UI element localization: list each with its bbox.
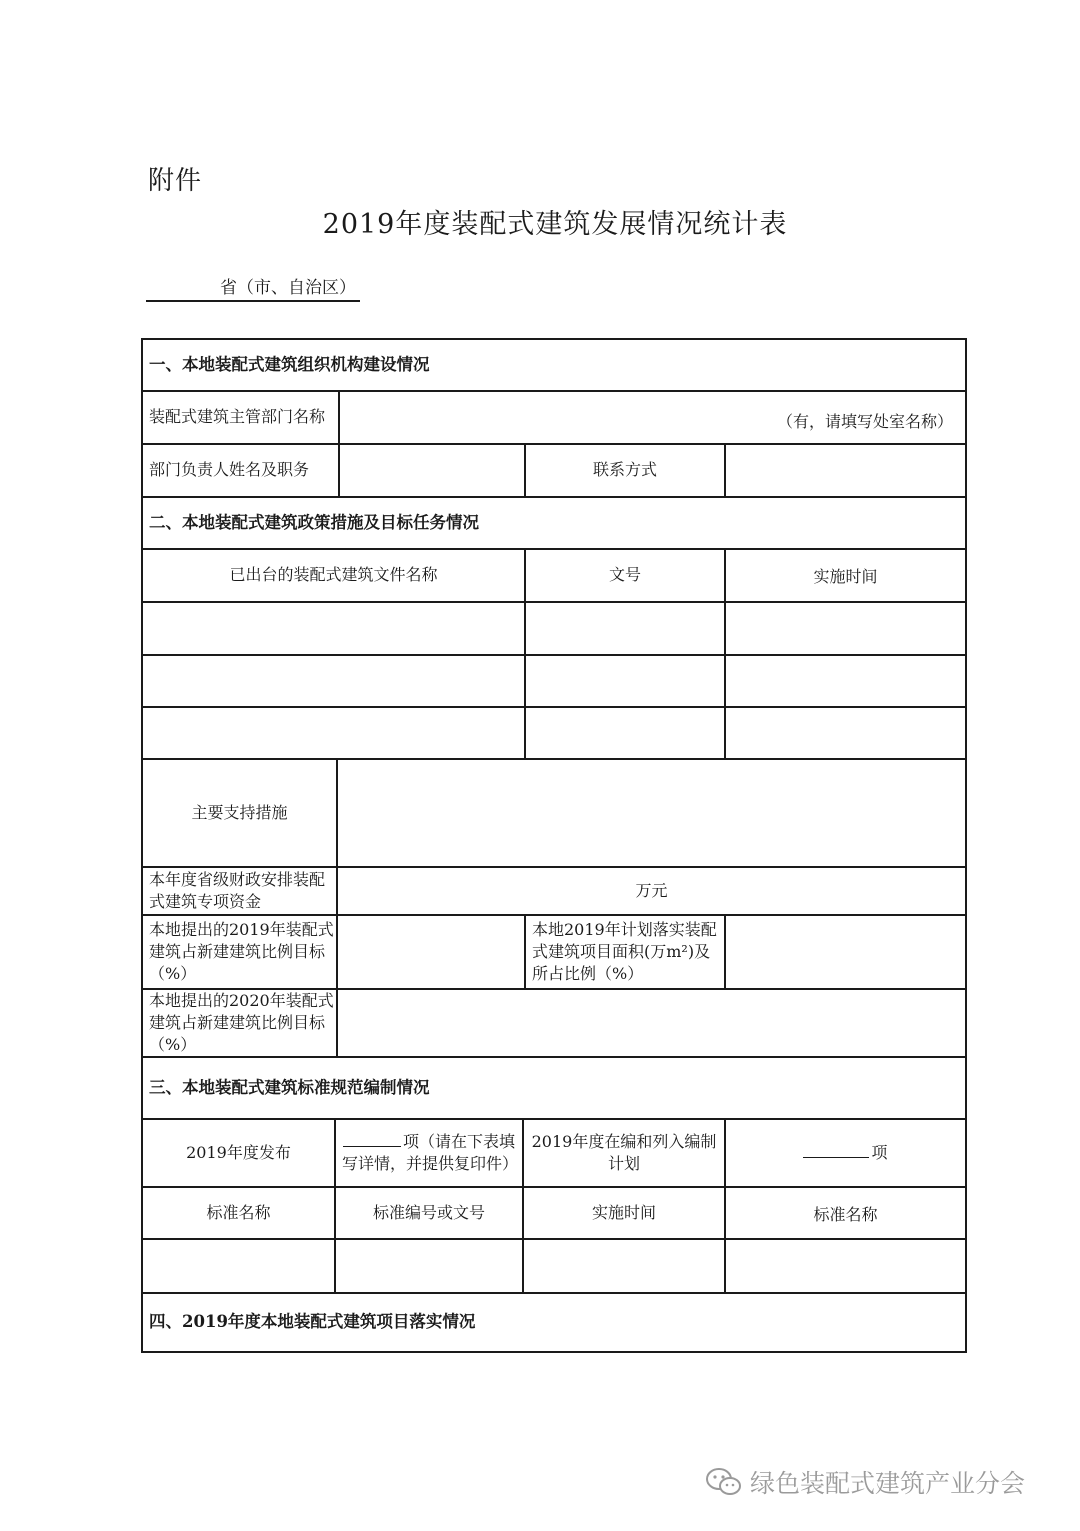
dept-name-field[interactable] bbox=[340, 400, 965, 443]
std-no-cell[interactable] bbox=[336, 1239, 522, 1292]
target2020-label: 本地提出的2020年装配式建筑占新建建筑比例目标（%） bbox=[149, 990, 334, 1054]
planned-value: 项 bbox=[871, 1143, 888, 1162]
dept-head-label: 部门负责人姓名及职务 bbox=[149, 460, 310, 479]
col-file-name: 已出台的装配式建筑文件名称 bbox=[229, 565, 438, 584]
page-title: 2019年度装配式建筑发展情况统计表 bbox=[322, 209, 788, 240]
file-name-cell[interactable] bbox=[143, 655, 524, 706]
planned-label: 2019年度在编和列入编制计划 bbox=[531, 1131, 717, 1173]
impl-time-cell[interactable] bbox=[726, 602, 965, 654]
province-label: 省（市、自治区） bbox=[220, 278, 356, 298]
impl-time-cell[interactable] bbox=[726, 707, 965, 758]
published-count-blank[interactable] bbox=[343, 1130, 401, 1147]
watermark bbox=[704, 1462, 1025, 1502]
planned-field[interactable] bbox=[726, 1119, 965, 1186]
published-value: 项（请在下表填写详情，并提供复印件） bbox=[342, 1132, 519, 1173]
section1-heading: 一、本地装配式建筑组织机构建设情况 bbox=[149, 355, 430, 374]
doc-no-cell[interactable] bbox=[526, 602, 724, 654]
published-field[interactable] bbox=[336, 1119, 522, 1186]
attachment-label: 附件 bbox=[148, 166, 203, 196]
target2019-field[interactable] bbox=[338, 915, 524, 988]
support-label: 主要支持措施 bbox=[191, 802, 288, 822]
support-field[interactable] bbox=[338, 759, 965, 866]
col-std-name: 标准名称 bbox=[206, 1202, 271, 1222]
section3-heading: 三、本地装配式建筑标准规范编制情况 bbox=[149, 1077, 430, 1097]
target2020-field[interactable] bbox=[338, 989, 965, 1056]
dept-head-field[interactable] bbox=[340, 444, 524, 496]
section4-heading: 四、2019年度本地装配式建筑项目落实情况 bbox=[149, 1312, 476, 1331]
file-name-cell[interactable] bbox=[143, 707, 524, 758]
province-field[interactable] bbox=[146, 276, 360, 302]
file-name-cell[interactable] bbox=[143, 602, 524, 654]
col-impl-time: 实施时间 bbox=[813, 567, 878, 586]
dept-name-hint: （有，请填写处室名称） bbox=[776, 411, 953, 431]
published-label: 2019年度发布 bbox=[186, 1142, 291, 1162]
doc-no-cell[interactable] bbox=[526, 655, 724, 706]
fund-unit: 万元 bbox=[635, 880, 668, 900]
std-impl-time-cell[interactable] bbox=[524, 1239, 724, 1292]
dept-name-label: 装配式建筑主管部门名称 bbox=[149, 407, 326, 426]
section2-heading: 二、本地装配式建筑政策措施及目标任务情况 bbox=[149, 512, 479, 532]
std-name-cell[interactable] bbox=[143, 1239, 334, 1292]
col-doc-no: 文号 bbox=[608, 565, 641, 584]
watermark-text: 绿色装配式建筑产业分会 bbox=[750, 1469, 1026, 1498]
planned-count-blank[interactable] bbox=[803, 1141, 869, 1158]
col-std-impl-time: 实施时间 bbox=[591, 1202, 656, 1222]
col-std-name-2: 标准名称 bbox=[813, 1204, 878, 1224]
fund-field[interactable] bbox=[338, 867, 965, 914]
contact-field[interactable] bbox=[726, 444, 965, 496]
col-std-no: 标准编号或文号 bbox=[372, 1202, 485, 1222]
contact-label: 联系方式 bbox=[592, 460, 657, 479]
impl-time-cell[interactable] bbox=[726, 655, 965, 706]
doc-no-cell[interactable] bbox=[526, 707, 724, 758]
plan2019-field[interactable] bbox=[726, 915, 965, 988]
std-name-cell-2[interactable] bbox=[726, 1239, 965, 1292]
plan2019-label: 本地2019年计划落实装配式建筑项目面积(万m²)及所占比例（%） bbox=[532, 919, 717, 983]
target2019-label: 本地提出的2019年装配式建筑占新建建筑比例目标（%） bbox=[149, 919, 334, 983]
wechat-icon bbox=[704, 1466, 744, 1498]
fund-label: 本年度省级财政安排装配式建筑专项资金 bbox=[149, 869, 326, 911]
